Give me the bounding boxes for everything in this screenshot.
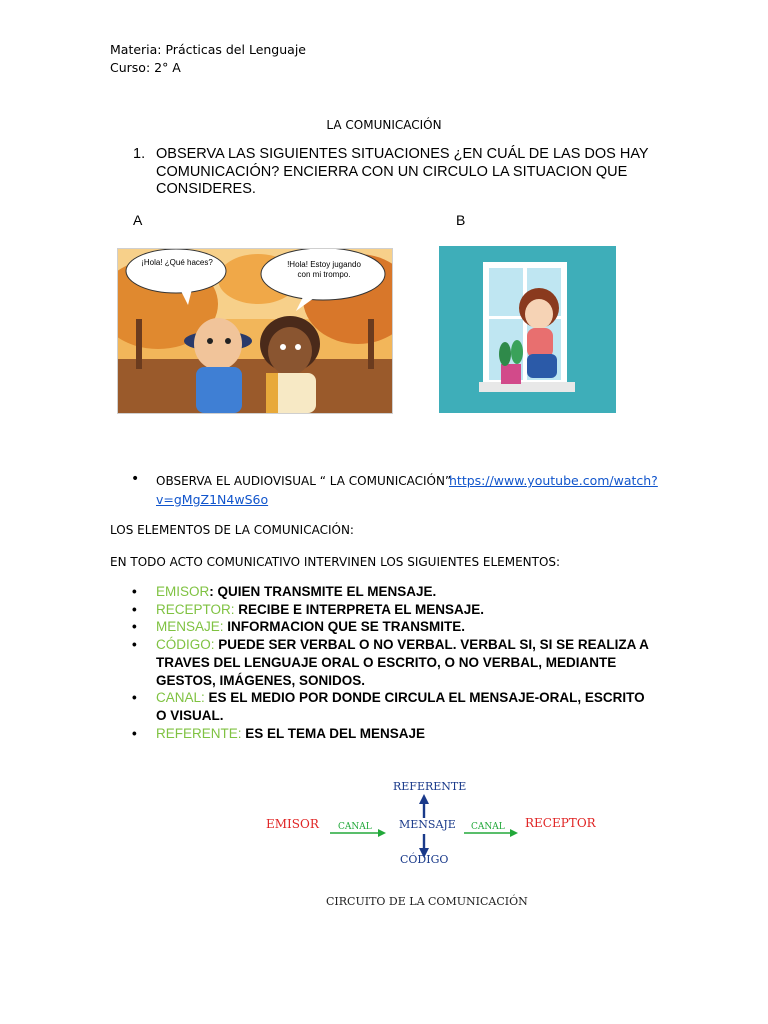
definition-receptor: RECIBE E INTERPRETA EL MENSAJE. xyxy=(234,601,485,617)
elements-list xyxy=(132,583,656,742)
mensaje-label: MENSAJE xyxy=(399,818,456,831)
elements-intro: EN TODO ACTO COMUNICATIVO INTERVINEN LOS SIGUIENTES ELEMENTOS: xyxy=(110,555,561,569)
term-emisor: EMISOR xyxy=(156,584,210,599)
emisor-label: EMISOR xyxy=(266,817,319,831)
illustration-kids-talking xyxy=(117,248,393,414)
elements-heading: LOS ELEMENTOS DE LA COMUNICACIÓN: xyxy=(110,523,354,537)
question-text: OBSERVA LAS SIGUIENTES SITUACIONES ¿EN CUÁL DE LAS DOS HAY COMUNICACIÓN? ENCIERRA CON UN CIRCULO LA SITUACION QUE CONSIDERES. xyxy=(156,146,649,197)
definition-canal: ES EL MEDIO POR DONDE CIRCULA EL MENSAJE-ORAL, ESCRITO O VISUAL. xyxy=(156,690,645,723)
subject-line: Materia: Prácticas del Lenguaje xyxy=(110,42,306,57)
list-item-emisor: • EMISOR: QUIEN TRANSMITE EL MENSAJE. xyxy=(132,584,437,599)
definition-codigo: PUEDE SER VERBAL O NO VERBAL. VERBAL SI, SI SE REALIZA A TRAVES DEL LENGUAJE ORAL O ESCRITO, O NO VERBAL, MEDIANTE GESTOS, IMÁGENES, SONIDOS. xyxy=(156,637,649,688)
definition-emisor: : QUIEN TRANSMITE EL MENSAJE. xyxy=(209,584,437,599)
girl-window-image xyxy=(439,246,616,413)
communication-circuit-diagram xyxy=(0,770,768,920)
referente-label: REFERENTE xyxy=(393,780,467,793)
image-b-label: B xyxy=(456,212,466,228)
list-item-canal: • CANAL: ES EL MEDIO POR DONDE CIRCULA EL MENSAJE-ORAL, ESCRITO O VISUAL. xyxy=(132,690,645,723)
image-a-label: A xyxy=(133,212,143,228)
codigo-label: CÓDIGO xyxy=(400,853,449,866)
youtube-link-continuation[interactable]: v=gMgZ1N4wS6o xyxy=(156,492,269,507)
question-number: 1. xyxy=(133,146,146,162)
term-referente: REFERENTE: xyxy=(156,725,242,741)
illustration-girl-window xyxy=(439,246,616,413)
definition-mensaje: INFORMACION QUE SE TRANSMITE. xyxy=(223,619,466,635)
canal-left-label: CANAL xyxy=(338,822,372,832)
term-mensaje: MENSAJE: xyxy=(156,619,224,635)
canal-right-label: CANAL xyxy=(471,822,505,832)
bubble-right-text: !Hola! Estoy jugando con mi trompo. xyxy=(287,260,361,279)
course-line: Curso: 2° A xyxy=(110,60,181,75)
list-item-receptor: • RECEPTOR: RECIBE E INTERPRETA EL MENSAJE. xyxy=(132,601,485,617)
term-canal: CANAL: xyxy=(156,690,205,706)
term-receptor: RECEPTOR: xyxy=(156,601,235,617)
definition-referente: ES EL TEMA DEL MENSAJE xyxy=(241,725,426,741)
bullet-dot: • xyxy=(131,471,140,487)
diagram-caption: CIRCUITO DE LA COMUNICACIÓN xyxy=(326,895,528,908)
term-codigo: CÓDIGO: xyxy=(156,637,215,653)
list-item-referente: • REFERENTE: ES EL TEMA DEL MENSAJE xyxy=(132,725,426,741)
youtube-link[interactable]: https://www.youtube.com/watch? xyxy=(449,473,658,488)
bubble-left-text: ¡Hola! ¿Qué haces? xyxy=(141,258,213,267)
audiovisual-text: OBSERVA EL AUDIOVISUAL “ LA COMUNICACIÓN” xyxy=(156,474,452,488)
page-title: LA COMUNICACIÓN xyxy=(326,118,442,132)
list-item-mensaje: • MENSAJE: INFORMACION QUE SE TRANSMITE. xyxy=(132,619,466,635)
receptor-label: RECEPTOR xyxy=(525,816,596,830)
list-item-codigo: • CÓDIGO: PUEDE SER VERBAL O NO VERBAL. VERBAL SI, SI SE REALIZA A TRAVES DEL LENGUAJE ORAL O ESCRITO, O NO VERBAL, MEDIANTE GESTOS, IMÁGENES, SONIDOS. xyxy=(132,637,649,688)
